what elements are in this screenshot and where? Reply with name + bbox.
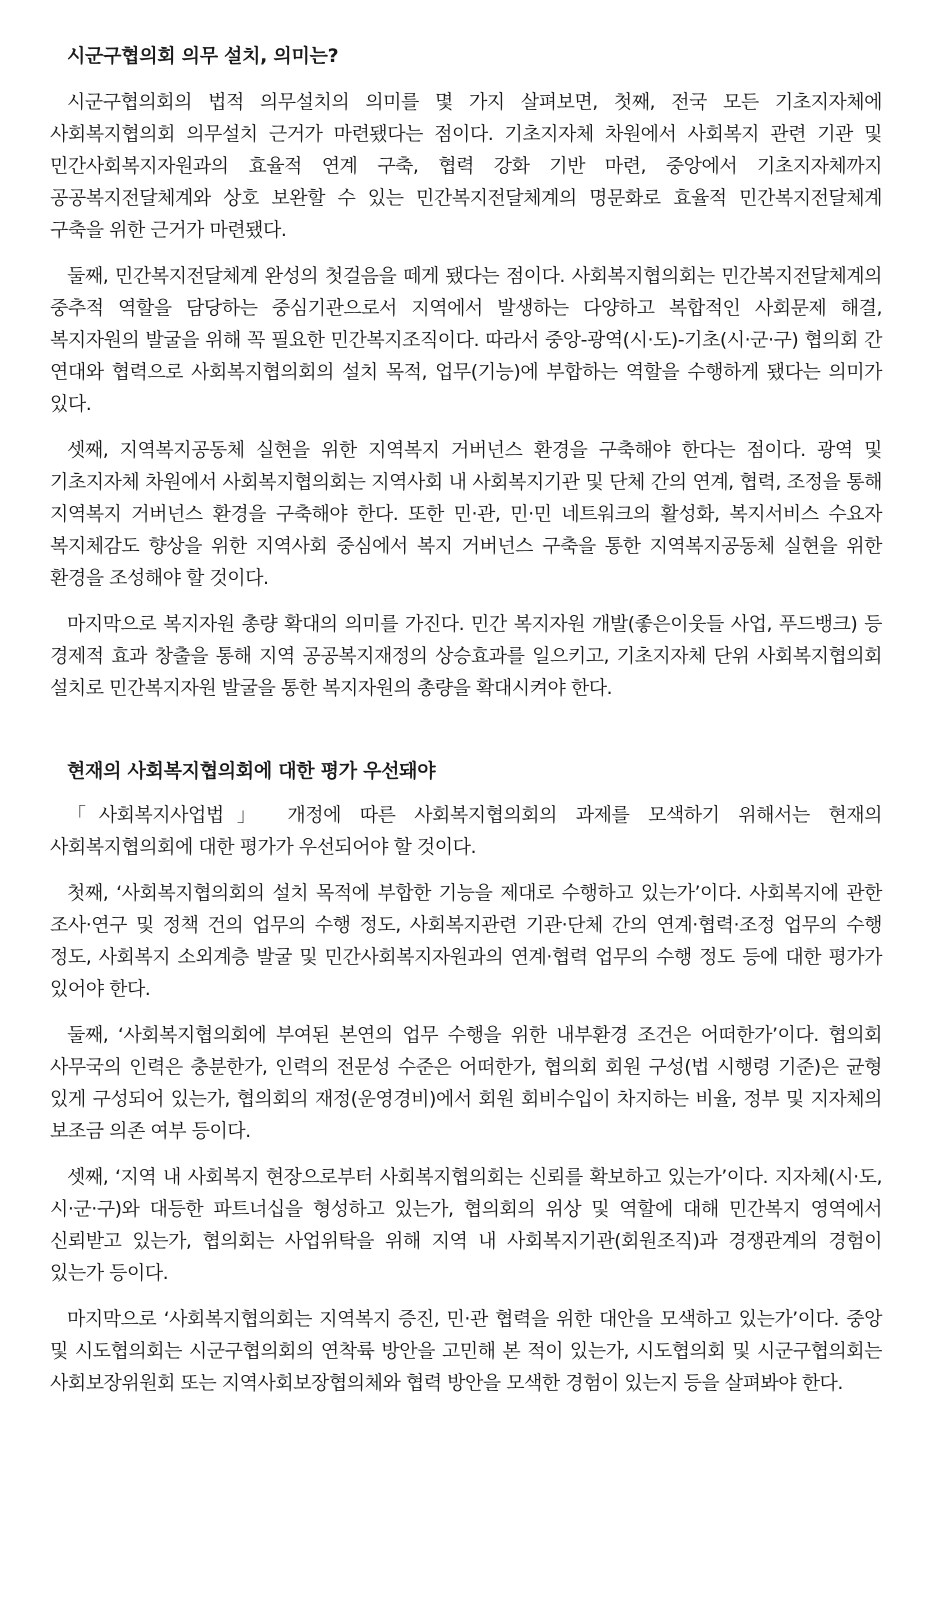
section-obligation-meaning — [50, 36, 882, 704]
section-heading: 현재의 사회복지협의회에 대한 평가 우선돼야 — [67, 760, 436, 782]
section-evaluation-first — [50, 751, 882, 1399]
paragraph: 셋째, ‘지역 내 사회복지 현장으로부터 사회복지협의회는 신뢰를 확보하고 있는가’이다. 지자체(시·도, 시·군·구)와 대등한 파트너십을 형성하고 있는가, 협의회의 위상 및 역할에 대해 민간복지 영역에서 신뢰받고 있는가, 협의회는 사업위탁을 위해 지역 내 사회복지기관(회원조직)과 경쟁관계의 경험이 있는가 등이다. — [50, 1166, 882, 1284]
paragraph: 「사회복지사업법」 개정에 따른 사회복지협의회의 과제를 모색하기 위해서는 현재의 사회복지협의회에 대한 평가가 우선되어야 할 것이다. — [50, 804, 882, 858]
paragraph: 마지막으로 복지자원 총량 확대의 의미를 가진다. 민간 복지자원 개발(좋은이웃들 사업, 푸드뱅크) 등 경제적 효과 창출을 통해 지역 공공복지재정의 상승효과를 일으키고, 기초지자체 단위 사회복지협의회 설치로 민간복지자원 발굴을 통한 복지자원의 총량을 확대시켜야 한다. — [50, 613, 882, 699]
paragraph: 시군구협의회의 법적 의무설치의 의미를 몇 가지 살펴보면, 첫째, 전국 모든 기초지자체에 사회복지협의회 의무설치 근거가 마련됐다는 점이다. 기초지자체 차원에서 사회복지 관련 기관 및 민간사회복지자원과의 효율적 연계 구축, 협력 강화 기반 마련, 중앙에서 기초지자체까지 공공복지전달체계와 상호 보완할 수 있는 민간복지전달체계의 명문화로 효율적 민간복지전달체계 구축을 위한 근거가 마련됐다. — [50, 91, 882, 241]
paragraph: 마지막으로 ‘사회복지협의회는 지역복지 증진, 민·관 협력을 위한 대안을 모색하고 있는가’이다. 중앙 및 시도협의회는 시군구협의회의 연착륙 방안을 고민해 본 적이 있는가, 시도협의회 및 시군구협의회는 사회보장위원회 또는 지역사회보장협의체와 협력 방안을 모색한 경험이 있는지 등을 살펴봐야 한다. — [50, 1308, 882, 1394]
paragraph: 둘째, ‘사회복지협의회에 부여된 본연의 업무 수행을 위한 내부환경 조건은 어떠한가’이다. 협의회 사무국의 인력은 충분한가, 인력의 전문성 수준은 어떠한가, 협의회 회원 구성(법 시행령 기준)은 균형 있게 구성되어 있는가, 협의회의 재정(운영경비)에서 회원 회비수입이 차지하는 비율, 정부 및 지자체의 보조금 의존 여부 등이다. — [50, 1024, 882, 1142]
paragraph: 첫째, ‘사회복지협의회의 설치 목적에 부합한 기능을 제대로 수행하고 있는가’이다. 사회복지에 관한 조사·연구 및 정책 건의 업무의 수행 정도, 사회복지관련 기관·단체 간의 연계·협력·조정 업무의 수행 정도, 사회복지 소외계층 발굴 및 민간사회복지자원과의 연계·협력 업무의 수행 정도 등에 대한 평가가 있어야 한다. — [50, 882, 882, 1000]
paragraph: 셋째, 지역복지공동체 실현을 위한 지역복지 거버넌스 환경을 구축해야 한다는 점이다. 광역 및 기초지자체 차원에서 사회복지협의회는 지역사회 내 사회복지기관 및 단체 간의 연계, 협력, 조정을 통해 지역복지 거버넌스 환경을 구축해야 한다. 또한 민·관, 민·민 네트워크의 활성화, 복지서비스 수요자 복지체감도 향상을 위한 지역사회 중심에서 복지 거버넌스 구축을 통한 지역복지공동체 실현을 위한 환경을 조성해야 할 것이다. — [50, 439, 882, 589]
section-heading: 시군구협의회 의무 설치, 의미는? — [67, 45, 339, 67]
paragraph: 둘째, 민간복지전달체계 완성의 첫걸음을 떼게 됐다는 점이다. 사회복지협의회는 민간복지전달체계의 중추적 역할을 담당하는 중심기관으로서 지역에서 발생하는 다양하고 복합적인 사회문제 해결, 복지자원의 발굴을 위해 꼭 필요한 민간복지조직이다. 따라서 중앙-광역(시·도)-기초(시·군·구) 협의회 간 연대와 협력으로 사회복지협의회의 설치 목적, 업무(기능)에 부합하는 역할을 수행하게 됐다는 의미가 있다. — [50, 265, 882, 415]
